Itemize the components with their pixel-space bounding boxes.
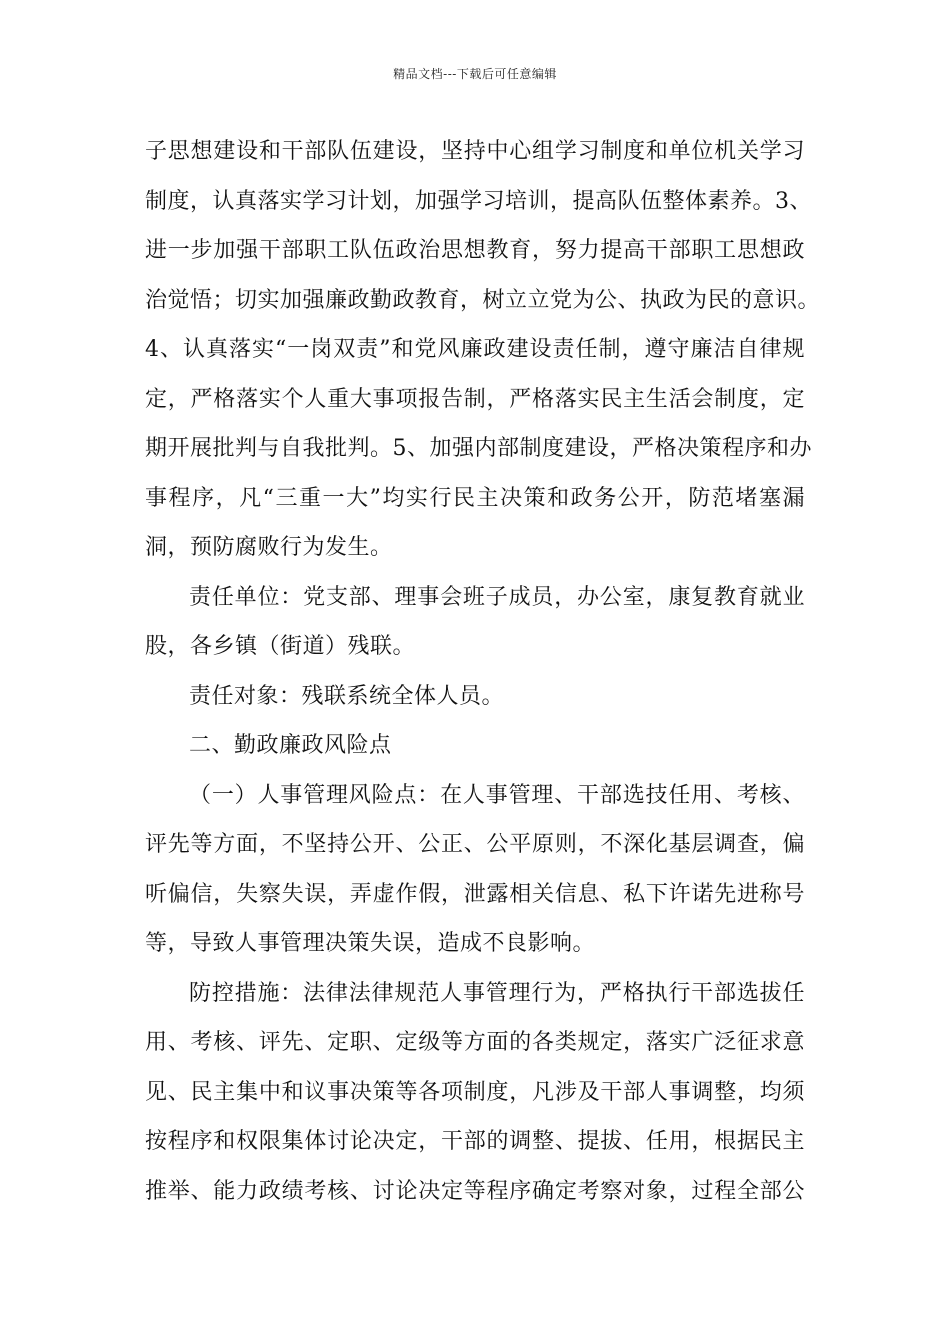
body-line: 股，各乡镇（街道）残联。 [145,634,416,659]
body-line: 制度，认真落实学习计划，加强学习培训，提高队伍整体素养。3、 [145,188,812,214]
body-line: 子思想建设和干部队伍建设，坚持中心组学习制度和单位机关学习 [145,139,805,164]
body-line: 事程序，凡“三重一大”均实行民主决策和政务公开，防范堵塞漏 [145,485,805,511]
body-line: 治觉悟；切实加强廉政勤政教育，树立立党为公、执政为民的意识。 [145,287,821,313]
body-line: 推举、能力政绩考核、讨论决定等程序确定考察对象，过程全部公 [145,1178,805,1204]
body-line: 听偏信，失察失误，弄虚作假，泄露相关信息、私下许诺先进称号 [145,881,805,907]
document-body [145,127,821,1216]
body-line: 防控措施：法律法律规范人事管理行为，严格执行干部选拔任 [189,980,805,1006]
body-line: 定，严格落实个人重大事项报告制，严格落实民主生活会制度，定 [145,386,805,412]
body-line: 进一步加强干部职工队伍政治思想教育，努力提高干部职工思想政 [145,238,805,263]
body-line: 按程序和权限集体讨论决定，干部的调整、提拔、任用，根据民主 [145,1129,805,1154]
section-heading: 二、勤政廉政风险点 [189,733,392,758]
body-line: 用、考核、评先、定职、定级等方面的各类规定，落实广泛征求意 [145,1030,805,1055]
body-line: 期开展批判与自我批判。5、加强内部制度建设，严格决策程序和办 [145,436,812,461]
page-header: 精品文档---下载后可任意编辑 [393,67,557,81]
body-line: 评先等方面，不坚持公开、公正、公平原则，不深化基层调查，偏 [145,832,805,857]
body-line: 洞，预防腐败行为发生。 [145,535,393,560]
body-line: 见、民主集中和议事决策等各项制度，凡涉及干部人事调整，均须 [145,1079,805,1105]
body-line: 4、认真落实“一岗双责”和党风廉政建设责任制，遵守廉洁自律规 [145,337,805,362]
body-line: 等，导致人事管理决策失误，造成不良影响。 [145,931,596,956]
body-line: 责任单位：党支部、理事会班子成员，办公室，康复教育就业 [189,584,805,610]
body-line: 责任对象：残联系统全体人员。 [189,683,505,709]
body-line: （一）人事管理风险点：在人事管理、干部选技任用、考核、 [189,782,805,808]
